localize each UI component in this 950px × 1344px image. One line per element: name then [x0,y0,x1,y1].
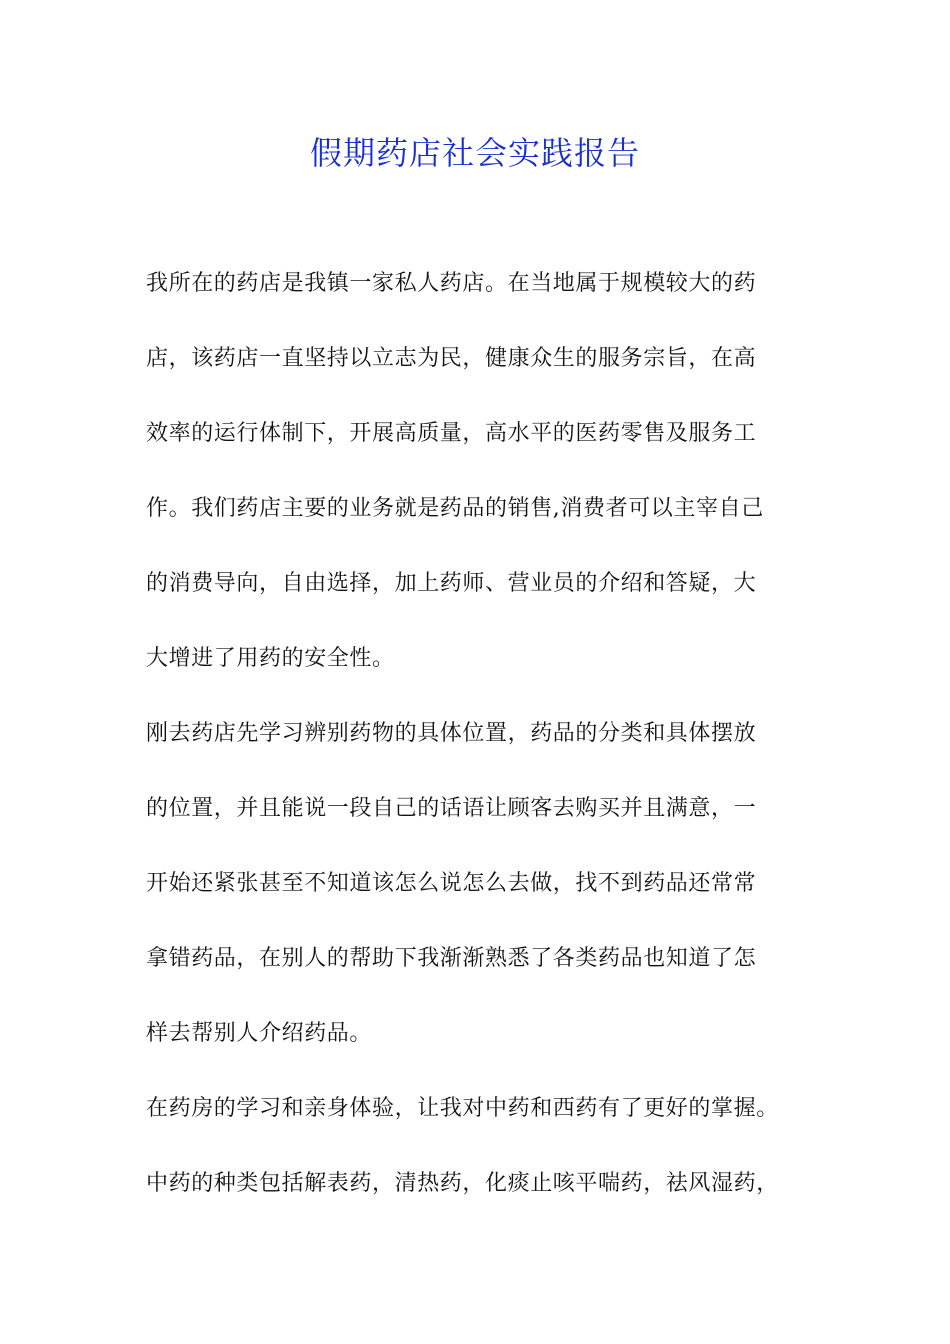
paragraph-line: 中药的种类包括解表药，清热药，化痰止咳平喘药，祛风湿药， [146,1171,779,1196]
paragraph-line: 店，该药店一直坚持以立志为民，健康众生的服务宗旨，在高 [146,346,757,371]
paragraph-line: 我所在的药店是我镇一家私人药店。在当地属于规模较大的药 [146,271,757,296]
paragraph-line: 开始还紧张甚至不知道该怎么说怎么去做，找不到药品还常常 [146,871,757,896]
paragraph-line: 样去帮别人介绍药品。 [146,1021,373,1046]
paragraph-line: 作。我们药店主要的业务就是药品的销售,消费者可以主宰自己 [146,496,764,521]
paragraph-line: 在药房的学习和亲身体验，让我对中药和西药有了更好的掌握。 [146,1096,779,1121]
paragraph-line: 拿错药品，在别人的帮助下我渐渐熟悉了各类药品也知道了怎 [146,946,757,971]
document-title: 假期药店社会实践报告 [309,134,640,172]
paragraph-line: 效率的运行体制下，开展高质量，高水平的医药零售及服务工 [146,421,757,446]
paragraph-line: 的位置，并且能说一段自己的话语让顾客去购买并且满意，一 [146,796,757,821]
paragraph-line: 刚去药店先学习辨别药物的具体位置，药品的分类和具体摆放 [146,721,757,746]
paragraph-line: 大增进了用药的安全性。 [146,646,395,671]
paragraph-line: 的消费导向，自由选择，加上药师、营业员的介绍和答疑，大 [146,571,757,596]
